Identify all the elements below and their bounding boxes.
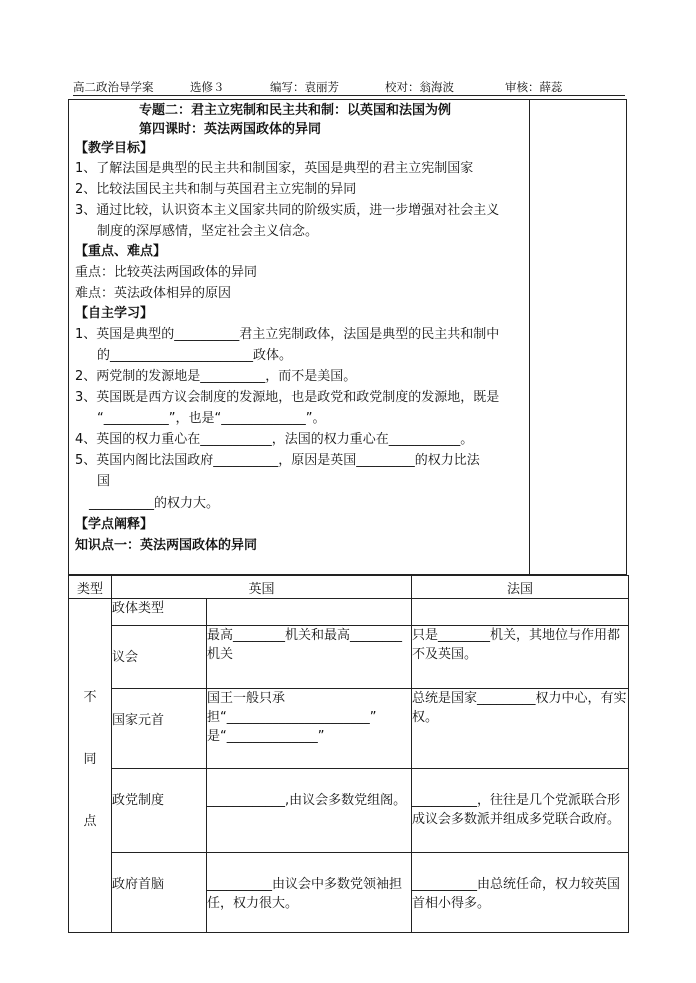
france-cell xyxy=(412,599,629,626)
proofreader-credit: 校对：翁海波 xyxy=(385,80,454,94)
row-label: 国家元首 xyxy=(112,689,207,769)
difficult-point: 难点：英法政体相异的原因 xyxy=(75,286,232,301)
goal-item: 制度的深厚感情，坚定社会主义信念。 xyxy=(97,224,319,239)
selfstudy-line: 4、英国的权力重心在___________，法国的权力重心在___________。 xyxy=(75,432,474,447)
group-char: 不 xyxy=(83,690,97,705)
goal-item: 3、通过比较，认识资本主义国家共同的阶级实质，进一步增强对社会主义 xyxy=(75,203,500,218)
lesson-plan-box xyxy=(68,99,627,575)
uk-cell xyxy=(207,599,412,626)
goal-item: 2、比较法国民主共和制与英国君主立宪制的异同 xyxy=(75,182,357,197)
course-name: 高二政治导学案 xyxy=(73,80,154,94)
table-row xyxy=(69,853,629,933)
table-row xyxy=(69,689,629,769)
selfstudy-line: 2、两党制的发源地是__________，而不是美国。 xyxy=(75,369,357,384)
explain-heading: 【学点阐释】 xyxy=(75,517,154,532)
table-row xyxy=(69,599,629,626)
france-cell: 总统是国家_________权力中心，有实权。 xyxy=(412,689,629,769)
group-char: 点 xyxy=(83,814,97,829)
table-row xyxy=(69,626,629,689)
document-header xyxy=(73,79,633,95)
selfstudy-line: 5、英国内阁比法国政府__________，原因是英国_________的权力比法 xyxy=(75,453,480,468)
selfstudy-line: “__________”，也是“_____________”。 xyxy=(97,411,326,426)
keypoints-heading: 【重点、难点】 xyxy=(75,244,167,259)
table-header-row xyxy=(69,576,629,599)
uk-cell: ____________,由议会多数党组阁。 xyxy=(207,769,412,853)
lesson-title: 第四课时：英法两国政体的异同 xyxy=(139,122,322,137)
selfstudy-line: 的______________________政体。 xyxy=(97,348,293,363)
notes-column-divider xyxy=(529,100,530,574)
goals-heading: 【教学目标】 xyxy=(75,141,154,156)
france-cell: 只是________机关，其地位与作用都不及英国。 xyxy=(412,626,629,689)
row-label: 政府首脑 xyxy=(112,853,207,933)
editor-credit: 编写：袁丽芳 xyxy=(270,80,339,94)
key-point: 重点：比较英法两国政体的异同 xyxy=(75,265,258,280)
reviewer-credit: 审核：薛蕊 xyxy=(505,80,563,94)
selfstudy-line: 3、英国既是西方议会制度的发源地，也是政党和政党制度的发源地，既是 xyxy=(75,390,500,405)
selfstudy-line: 1、英国是典型的__________君主立宪制政体，法国是典型的民主共和制中 xyxy=(75,327,500,342)
row-label: 议会 xyxy=(112,626,207,689)
header-type: 类型 xyxy=(69,576,112,599)
comparison-table xyxy=(68,575,629,933)
selfstudy-line: 国 xyxy=(97,474,111,489)
header-france: 法国 xyxy=(412,576,629,599)
france-cell: __________由总统任命，权力较英国首相小得多。 xyxy=(412,853,629,933)
france-cell: __________，往往是几个党派联合形成议会多数派并组成多党联合政府。 xyxy=(412,769,629,853)
goal-item: 1、了解法国是典型的民主共和制国家，英国是典型的君主立宪制国家 xyxy=(75,161,474,176)
header-uk: 英国 xyxy=(112,576,412,599)
topic-title: 专题二：君主立宪制和民主共和制：以英国和法国为例 xyxy=(139,103,452,118)
row-label: 政党制度 xyxy=(112,769,207,853)
table-row xyxy=(69,769,629,853)
differences-group-label xyxy=(69,599,112,933)
uk-cell: __________由议会中多数党领袖担任，权力很大。 xyxy=(207,853,412,933)
module-name: 选修３ xyxy=(190,80,225,94)
selfstudy-line: __________的权力大。 xyxy=(89,496,220,511)
uk-cell: 最高________机关和最高________机关 xyxy=(207,626,412,689)
uk-cell: 国王一般只承担“______________________” 是“______________” xyxy=(207,689,412,769)
group-char: 同 xyxy=(83,752,97,767)
header-rule xyxy=(73,95,625,96)
row-label: 政体类型 xyxy=(112,599,207,626)
selfstudy-heading: 【自主学习】 xyxy=(75,306,154,321)
knowledge-point-title: 知识点一：英法两国政体的异同 xyxy=(75,538,258,553)
